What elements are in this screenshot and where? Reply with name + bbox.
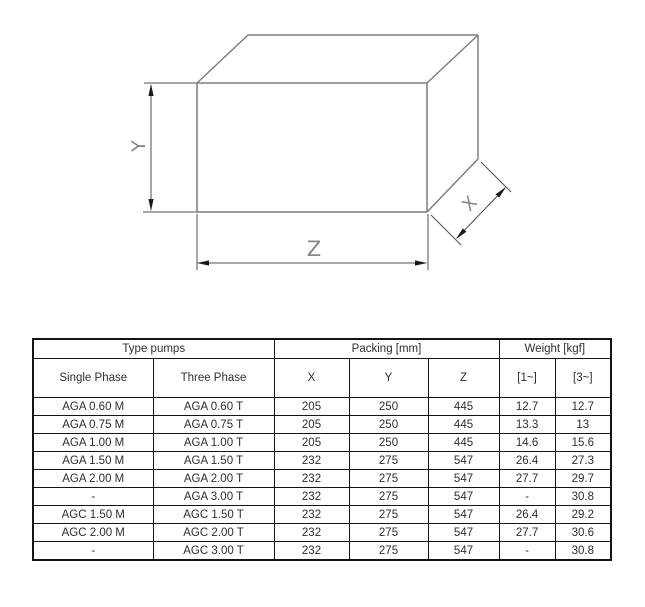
x-dimension <box>431 162 511 245</box>
table-row <box>33 470 611 488</box>
y-dimension <box>128 83 197 212</box>
table-row <box>33 524 611 542</box>
cell: 205 <box>274 416 349 434</box>
cell: 275 <box>349 524 428 542</box>
cell: 445 <box>428 434 499 452</box>
cell: 205 <box>274 434 349 452</box>
dim-label-z: Z <box>306 237 322 261</box>
cell: 445 <box>428 416 499 434</box>
cell: 27.7 <box>499 524 555 542</box>
cell: 547 <box>428 542 499 561</box>
col-header-single-phase: Single Phase <box>33 359 153 398</box>
col-header-z: Z <box>428 359 499 398</box>
col-header-3ph-weight: [3~] <box>555 359 611 398</box>
arrowhead-right-icon <box>415 260 427 265</box>
cell: AGA 0.60 T <box>153 398 274 416</box>
cell: AGA 1.00 T <box>153 434 274 452</box>
cell: 232 <box>274 452 349 470</box>
cell: 275 <box>349 470 428 488</box>
dim-label-x: X <box>458 192 482 216</box>
cell: 547 <box>428 506 499 524</box>
cell: 275 <box>349 488 428 506</box>
group-header-weight: Weight [kgf] <box>499 339 611 359</box>
cell: - <box>33 488 153 506</box>
cell: 232 <box>274 506 349 524</box>
cell: 547 <box>428 452 499 470</box>
cell: 547 <box>428 470 499 488</box>
cell: 232 <box>274 470 349 488</box>
cell: 275 <box>349 506 428 524</box>
arrowhead-down-icon <box>148 199 153 211</box>
cell: 445 <box>428 398 499 416</box>
col-header-y: Y <box>349 359 428 398</box>
cell: AGA 1.50 M <box>33 452 153 470</box>
cell: AGA 0.75 M <box>33 416 153 434</box>
cell: 250 <box>349 434 428 452</box>
cell: 26.4 <box>499 506 555 524</box>
cell: 13 <box>555 416 611 434</box>
table-row <box>33 488 611 506</box>
cell: 12.7 <box>499 398 555 416</box>
cell: 27.7 <box>499 470 555 488</box>
dim-label-y: Y <box>128 140 150 152</box>
cell: 547 <box>428 524 499 542</box>
cell: AGA 0.75 T <box>153 416 274 434</box>
cell: AGC 2.00 M <box>33 524 153 542</box>
table-row <box>33 506 611 524</box>
cell: AGC 1.50 T <box>153 506 274 524</box>
cell: 275 <box>349 542 428 561</box>
cell: 29.2 <box>555 506 611 524</box>
cell: - <box>499 488 555 506</box>
z-dimension <box>197 214 428 270</box>
cell: AGA 0.60 M <box>33 398 153 416</box>
cell: 232 <box>274 524 349 542</box>
cell: AGA 1.50 T <box>153 452 274 470</box>
box-outline <box>197 35 478 212</box>
cell: AGA 2.00 T <box>153 470 274 488</box>
cell: 275 <box>349 452 428 470</box>
cell: - <box>33 542 153 561</box>
cell: AGC 2.00 T <box>153 524 274 542</box>
table-row <box>33 434 611 452</box>
cell: 29.7 <box>555 470 611 488</box>
cell: 232 <box>274 488 349 506</box>
cell: 13.3 <box>499 416 555 434</box>
cell: 30.8 <box>555 488 611 506</box>
cell: AGC 3.00 T <box>153 542 274 561</box>
arrowhead-up-icon <box>148 84 153 96</box>
cell: 232 <box>274 542 349 561</box>
group-header-type-pumps: Type pumps <box>33 339 274 359</box>
cell: AGA 1.00 M <box>33 434 153 452</box>
col-header-three-phase: Three Phase <box>153 359 274 398</box>
col-header-x: X <box>274 359 349 398</box>
group-header-packing: Packing [mm] <box>274 339 499 359</box>
col-header-1ph-weight: [1~] <box>499 359 555 398</box>
group-header-row <box>33 339 611 359</box>
packing-table <box>32 338 612 561</box>
cell: 14.6 <box>499 434 555 452</box>
cell: 547 <box>428 488 499 506</box>
cell: 205 <box>274 398 349 416</box>
cell: 30.6 <box>555 524 611 542</box>
cell: AGC 1.50 M <box>33 506 153 524</box>
table-row <box>33 452 611 470</box>
cell: 30.8 <box>555 542 611 561</box>
cell: 15.6 <box>555 434 611 452</box>
column-header-row <box>33 359 611 398</box>
cell: 27.3 <box>555 452 611 470</box>
packing-table-container <box>32 338 612 561</box>
cell: - <box>499 542 555 561</box>
cell: 250 <box>349 398 428 416</box>
cell: AGA 2.00 M <box>33 470 153 488</box>
table-row <box>33 542 611 561</box>
cell: AGA 3.00 T <box>153 488 274 506</box>
cell: 26.4 <box>499 452 555 470</box>
table-row <box>33 398 611 416</box>
cell: 250 <box>349 416 428 434</box>
arrowhead-left-icon <box>197 260 209 265</box>
table-row <box>33 416 611 434</box>
cell: 12.7 <box>555 398 611 416</box>
